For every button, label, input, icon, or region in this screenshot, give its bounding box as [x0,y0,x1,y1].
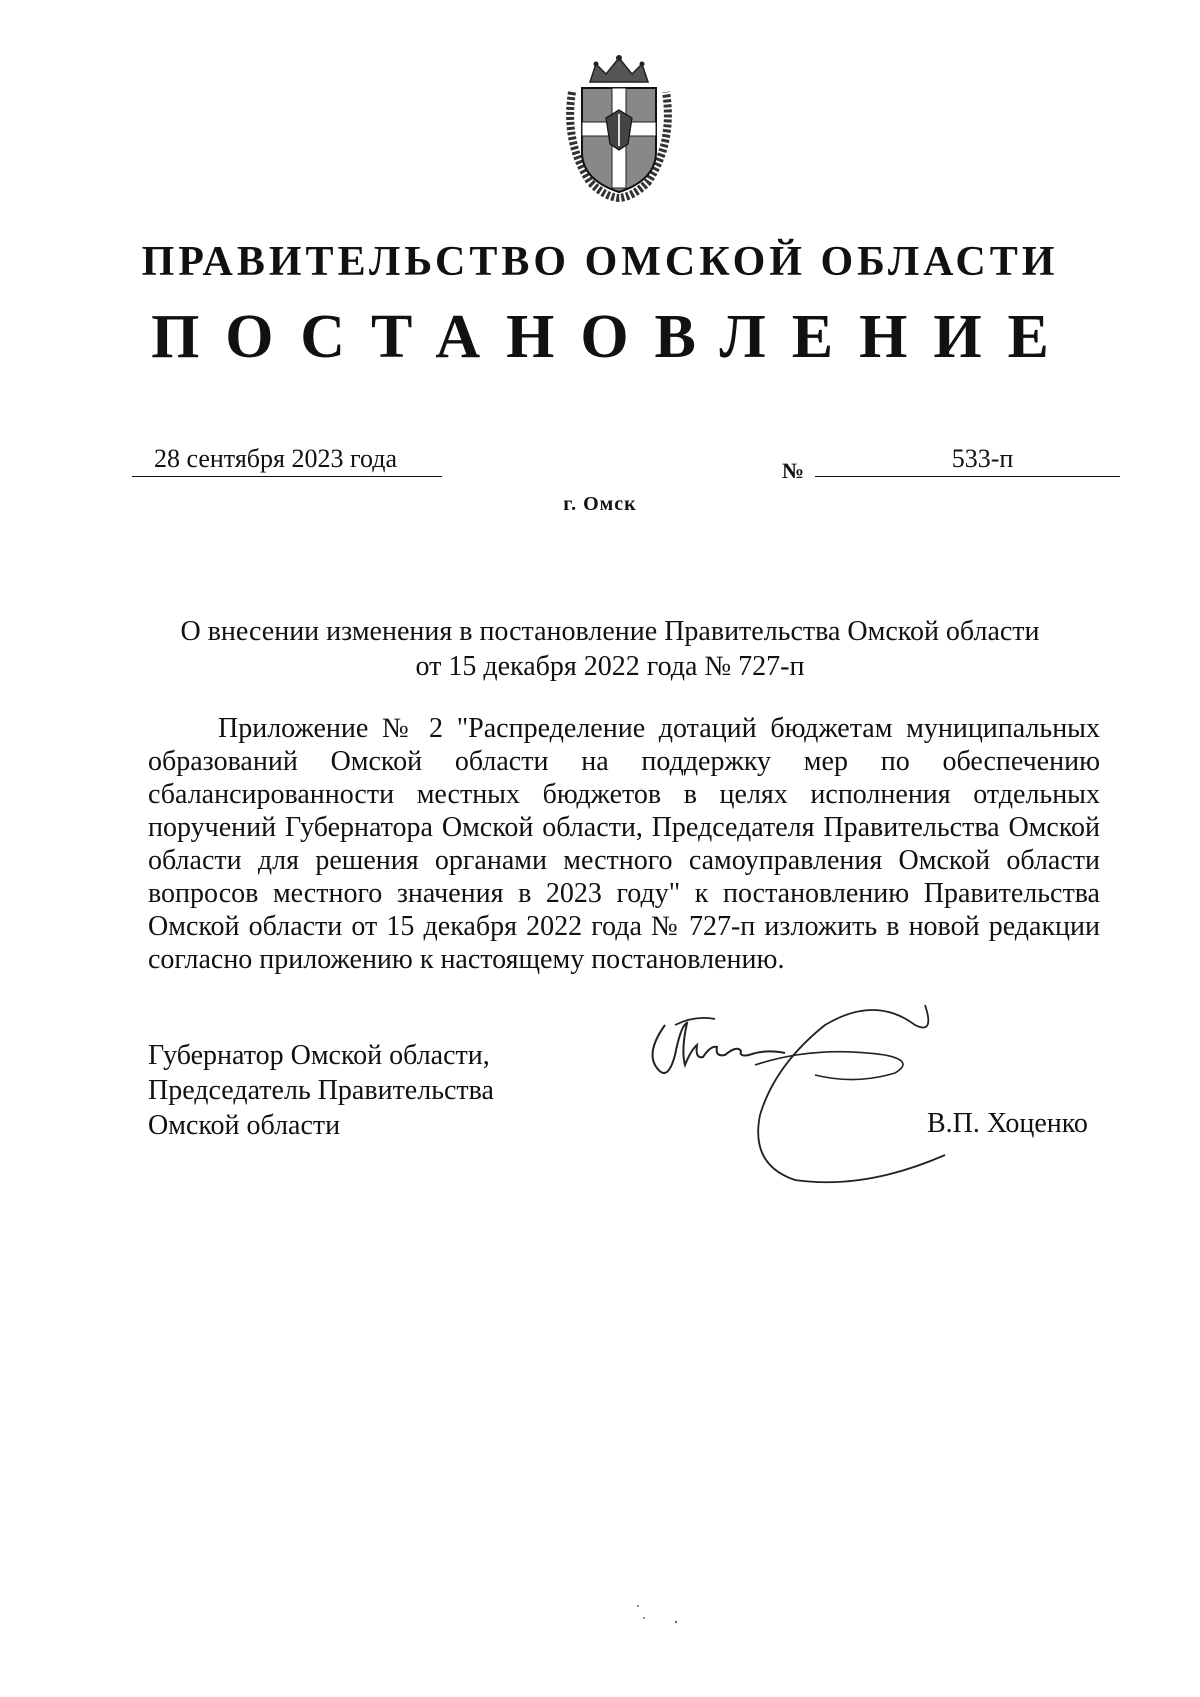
position-line: Омской области [148,1110,341,1141]
document-type: ПОСТАНОВЛЕНИЕ [151,303,1075,371]
document-subject [150,614,1070,684]
government-name: ПРАВИТЕЛЬСТВО ОМСКОЙ ОБЛАСТИ [141,239,1059,285]
signer-name: В.П. Хоценко [927,1108,1088,1139]
document-number: 533-п [815,442,1120,477]
body-paragraph: Приложение № 2 "Распределение дотаций бюджетам муниципальных образований Омской области на поддержку мер по обеспечению сбалансированности местных бюджетов в целях исполнения отдельных поручений Губернатора Омской области, Председателя Правительства Омской области для решения органами местного самоуправления Омской области вопросов местного значения в 2023 году" к постановлению Правительства Омской области от 15 декабря 2022 года № 727-п изложить в новой редакции согласно приложению к настоящему постановлению. [148,713,1100,975]
city: г. Омск [563,493,637,515]
number-sign: № [782,458,805,483]
document-date: 28 сентября 2023 года [132,442,442,477]
signer-position [148,1038,494,1143]
subject-line: от 15 декабря 2022 года № 727-п [415,651,805,682]
position-line: Губернатор Омской области, [148,1040,490,1071]
coat-of-arms-icon [560,52,678,202]
subject-line: О внесении изменения в постановление Правительства Омской области [180,616,1040,647]
position-line: Председатель Правительства [148,1075,494,1106]
scan-specks [630,1600,690,1630]
handwritten-signature [645,995,1005,1185]
